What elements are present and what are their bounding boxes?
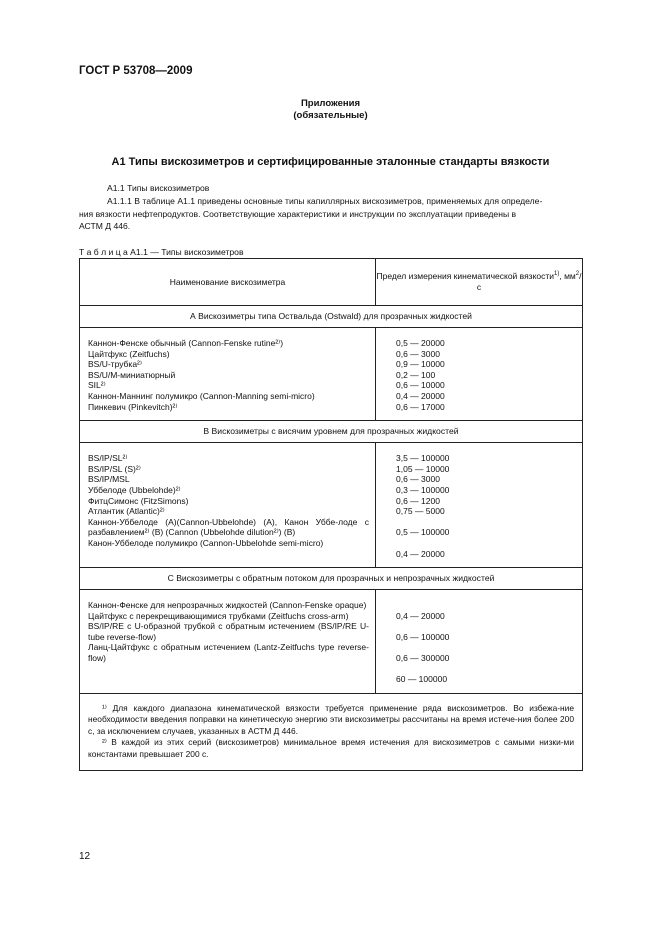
viscometer-types-table <box>79 258 583 771</box>
paragraph-line: АСТМ Д 446. <box>79 221 131 231</box>
table-caption: Т а б л и ц а А1.1 — Типы вискозиметров <box>79 247 244 257</box>
column-header-range: Предел измерения кинематической вязкости$^{1)}$, $мм^2/с$ <box>376 259 583 306</box>
group-a-title-row <box>80 306 583 328</box>
viscometer-name: Пинкевич (Pinkevitch)²⁾ <box>88 401 178 412</box>
viscosity-range: 0,2 — 100 <box>396 369 436 380</box>
group-b-title-row <box>80 421 583 443</box>
group-title: С Вискозиметры с обратным потоком для прозрачных и непрозрачных жидкостей <box>80 568 583 590</box>
viscometer-name: Каннон-Уббелоде (А)(Cannon-Ubbelohde) (А), Канон Уббе-лоде с разбавлением²⁾ (В) (Cannon (Ubbelohde dilution²⁾) (В) <box>88 516 369 538</box>
appendix-subtitle: (обязательные) <box>293 110 368 121</box>
viscometer-name: BS/IP/MSL <box>88 474 130 485</box>
column-header-name: Наименование вискозиметра <box>80 259 376 306</box>
group-c-names <box>80 590 376 694</box>
viscometer-name: Атлантик (Atlantic)²⁾ <box>88 506 165 517</box>
appendix-title: Приложения <box>300 98 361 109</box>
viscosity-range: 0,6 — 10000 <box>396 380 445 391</box>
viscosity-range: 0,4 — 20000 <box>396 610 445 621</box>
group-a-names <box>80 328 376 421</box>
viscometer-name: Ланц-Цайтфукс с обратным истечением (Lantz-Zeitfuchs type reverse-flow) <box>88 642 369 664</box>
viscosity-range: 0,4 — 20000 <box>396 390 445 401</box>
viscosity-range: 0,5 — 100000 <box>396 527 450 538</box>
table-header-row <box>80 259 583 306</box>
viscometer-name: SIL²⁾ <box>88 380 106 391</box>
group-a-ranges <box>376 328 583 421</box>
paragraph-line: ния вязкости нефтепродуктов. Соответствующие характеристики и инструкции по эксплуатации приведены в <box>79 208 517 219</box>
group-title: А Вискозиметры типа Оствальда (Ostwald) для прозрачных жидкостей <box>80 306 583 328</box>
viscometer-name: Канон-Уббелоде полумикро (Cannon-Ubbelohde semi-micro) <box>88 537 324 548</box>
viscometer-name: Цайтфукс с перекрещивающимися трубками (Zeitfuchs cross-arm) <box>88 610 349 621</box>
group-c-ranges <box>376 590 583 694</box>
page-number: 12 <box>79 851 91 862</box>
viscosity-range: 0,6 — 3000 <box>396 348 440 359</box>
standard-number: ГОСТ Р 53708—2009 <box>79 65 193 77</box>
viscosity-range: 1,05 — 10000 <box>396 463 450 474</box>
viscometer-name: Уббелоде (Ubbelohde)²⁾ <box>88 484 181 495</box>
viscometer-name: Каннон-Фенске для непрозрачных жидкостей (Cannon-Fenske opaque) <box>88 600 367 611</box>
viscosity-range: 0,6 — 3000 <box>396 474 440 485</box>
section-heading: А1 Типы вискозиметров и сертифицированные эталонные стандарты вязкости <box>111 156 550 168</box>
viscometer-name: Каннон-Маннинг полумикро (Cannon-Manning semi-micro) <box>88 390 315 401</box>
footnote: ¹⁾ Для каждого диапазона кинематической вязкости требуется применение ряда вискозиметров. Во избежа-ние необходимости введения поправки на кинетическую энергию эти вискозиметры рассчитаны на время истече-ния более 200 с, за исключением случаев, указанных в АСТМ Д 446. <box>88 702 574 736</box>
viscometer-name: BS/IP/SL²⁾ <box>88 453 128 464</box>
viscometer-name: Каннон-Фенске обычный (Cannon-Fenske rutine²⁾) <box>88 338 284 348</box>
intro-paragraph <box>79 195 582 233</box>
viscometer-name: BS/IP/RE с U-образной трубкой с обратным истечением (BS/IP/RE U-tube reverse-flow) <box>88 621 369 642</box>
viscosity-range: 0,6 — 100000 <box>396 631 450 642</box>
viscometer-name: Цайтфукс (Zeitfuchs) <box>88 348 170 359</box>
footnotes-row <box>80 693 583 771</box>
viscosity-range: 0,5 — 20000 <box>396 338 445 348</box>
group-b-ranges <box>376 443 583 568</box>
viscosity-range: 60 — 100000 <box>396 674 448 685</box>
viscosity-range: 0,6 — 1200 <box>396 495 440 506</box>
viscosity-range: 3,5 — 100000 <box>396 453 450 464</box>
footnote: ²⁾ В каждой из этих серий (вискозиметров) минимальное время истечения для вискозиметров с самыми низки-ми константами превышает 200 с. <box>88 737 574 759</box>
viscosity-range: 0,75 — 5000 <box>396 506 445 517</box>
viscosity-range: 0,3 — 100000 <box>396 484 450 495</box>
paragraph-line: А1.1.1 В таблице А1.1 приведены основные типы капиллярных вискозиметров, применяемых для определе- <box>107 196 543 206</box>
group-b-row <box>80 443 583 568</box>
viscometer-name: BS/U-трубка²⁾ <box>88 359 142 370</box>
viscometer-name: BS/IP/SL (S)²⁾ <box>88 463 141 474</box>
group-b-names <box>80 443 376 568</box>
subsection-heading: А1.1 Типы вискозиметров <box>107 183 210 193</box>
viscosity-range: 0,4 — 20000 <box>396 548 445 559</box>
group-c-row <box>80 590 583 694</box>
viscometer-name: BS/U/M-миниатюрный <box>88 369 176 380</box>
group-title: В Вискозиметры с висячим уровнем для прозрачных жидкостей <box>80 421 583 443</box>
group-a-row <box>80 328 583 421</box>
viscosity-range: 0,6 — 17000 <box>396 401 445 412</box>
footnotes <box>80 693 583 771</box>
group-c-title-row <box>80 568 583 590</box>
viscometer-name: ФитцСимонс (FitzSimons) <box>88 495 189 506</box>
viscosity-range: 0,6 — 300000 <box>396 653 450 664</box>
viscosity-range: 0,9 — 10000 <box>396 359 445 370</box>
